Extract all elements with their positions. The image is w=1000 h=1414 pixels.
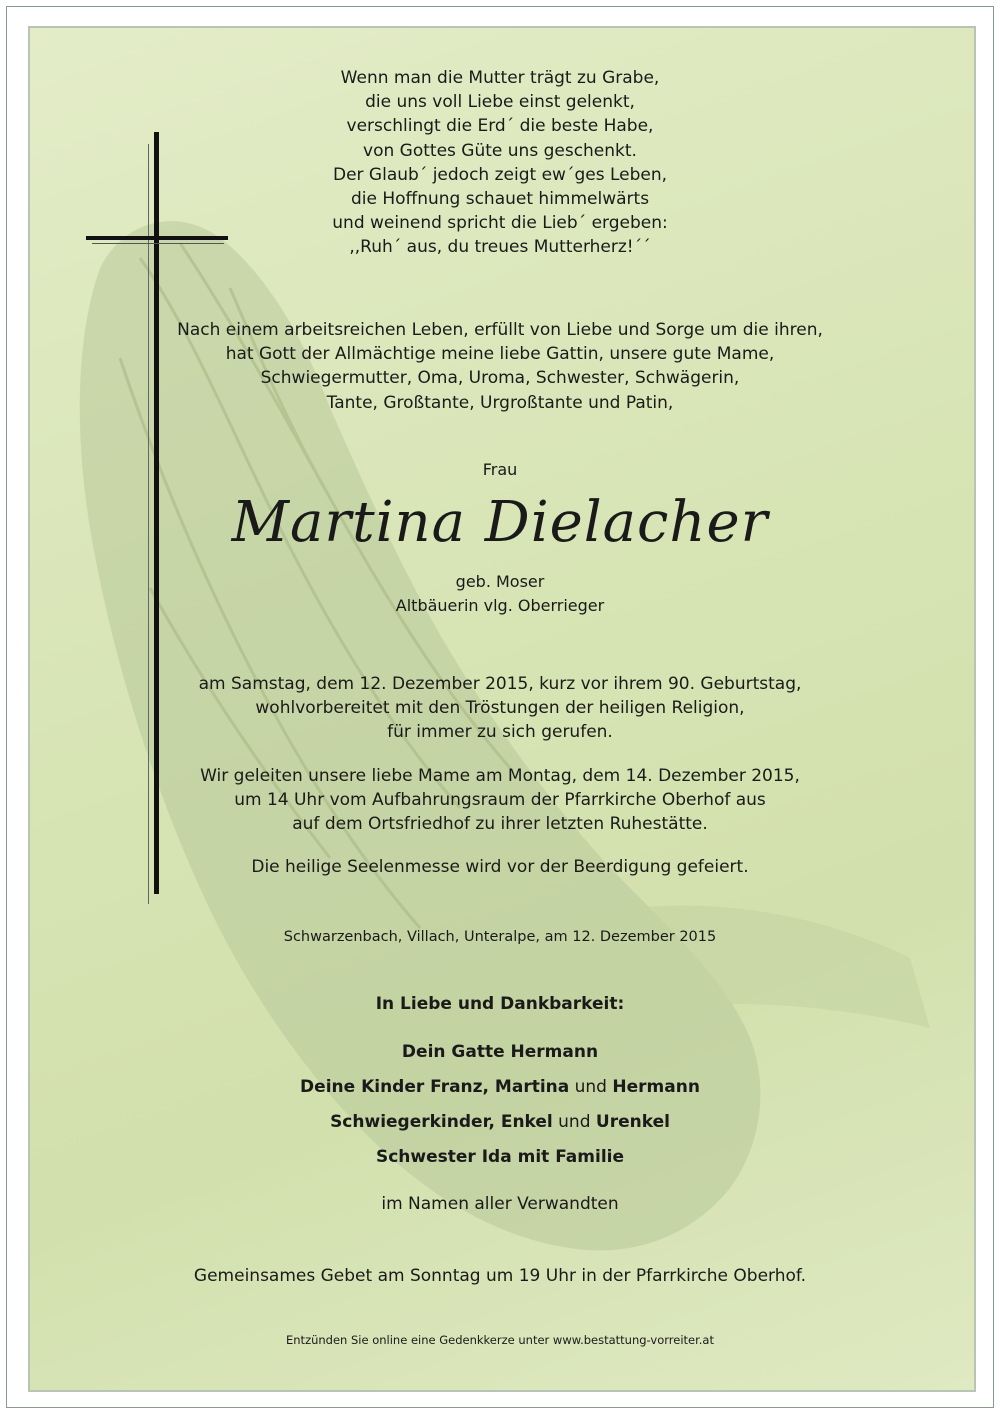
- poem-line: die uns voll Liebe einst gelenkt,: [365, 92, 635, 113]
- children-names: Deine Kinder Franz, Martina: [300, 1077, 570, 1097]
- conjunction: und: [569, 1077, 613, 1097]
- funeral-line: Wir geleiten unsere liebe Mame am Montag, dem 14. Dezember 2015,: [200, 766, 800, 786]
- poem-line: Der Glaub´ jedoch zeigt ew´ges Leben,: [332, 164, 668, 185]
- death-notice: [0, 672, 1000, 745]
- funeral-line: auf dem Ortsfriedhof zu ihrer letzten Ruhestätte.: [292, 814, 708, 835]
- deceased-name: Martina Dielacher: [231, 490, 769, 555]
- funeral-line: um 14 Uhr vom Aufbahrungsraum der Pfarrkirche Oberhof aus: [234, 790, 766, 811]
- inlaws-name-last: Urenkel: [595, 1112, 670, 1132]
- family-husband: Dein Gatte Hermann: [401, 1042, 599, 1062]
- occupation: Altbäuerin vlg. Oberrieger: [395, 596, 605, 615]
- poem-line: verschlingt die Erd´ die beste Habe,: [346, 116, 654, 137]
- poem-line: Wenn man die Mutter trägt zu Grabe,: [340, 68, 660, 88]
- relatives-line: im Namen aller Verwandten: [381, 1194, 619, 1214]
- place-date: Schwarzenbach, Villach, Unteralpe, am 12. Dezember 2015: [283, 929, 717, 945]
- family-children: [0, 1077, 1000, 1097]
- intro-line: Nach einem arbeitsreichen Leben, erfüllt von Liebe und Sorge um die ihren,: [177, 320, 823, 340]
- conjunction: und: [552, 1112, 596, 1132]
- intro-line: Tante, Großtante, Urgroßtante und Patin,: [326, 392, 674, 413]
- intro-text: [0, 318, 1000, 415]
- poem: [0, 66, 1000, 260]
- death-line: am Samstag, dem 12. Dezember 2015, kurz vor ihrem 90. Geburtstag,: [198, 674, 802, 694]
- prayer-notice: Gemeinsames Gebet am Sonntag um 19 Uhr in der Pfarrkirche Oberhof.: [193, 1266, 807, 1286]
- footer-link-text: Entzünden Sie online eine Gedenkkerze unter www.bestattung-vorreiter.at: [286, 1333, 714, 1347]
- funeral-notice: [0, 764, 1000, 837]
- inlaws-names: Schwiegerkinder, Enkel: [330, 1112, 553, 1132]
- poem-line: und weinend spricht die Lieb´ ergeben:: [332, 213, 668, 234]
- thanks-heading: In Liebe und Dankbarkeit:: [375, 994, 625, 1014]
- birth-name: geb. Moser: [455, 572, 545, 591]
- intro-line: Schwiegermutter, Oma, Uroma, Schwester, Schwägerin,: [260, 368, 740, 389]
- death-line: wohlvorbereitet mit den Tröstungen der heiligen Religion,: [255, 698, 745, 719]
- children-name-last: Hermann: [612, 1077, 700, 1097]
- family-inlaws: [0, 1112, 1000, 1132]
- mass-notice: Die heilige Seelenmesse wird vor der Beerdigung gefeiert.: [251, 857, 749, 877]
- death-line: für immer zu sich gerufen.: [387, 722, 613, 743]
- intro-line: hat Gott der Allmächtige meine liebe Gattin, unsere gute Mame,: [225, 344, 775, 365]
- birth-details: [0, 570, 1000, 618]
- poem-line: von Gottes Güte uns geschenkt.: [363, 140, 637, 161]
- salutation: Frau: [482, 460, 518, 479]
- poem-line: ,,Ruh´ aus, du treues Mutterherz!´´: [349, 237, 651, 258]
- poem-line: die Hoffnung schauet himmelwärts: [350, 189, 650, 210]
- family-sister: Schwester Ida mit Familie: [375, 1147, 625, 1167]
